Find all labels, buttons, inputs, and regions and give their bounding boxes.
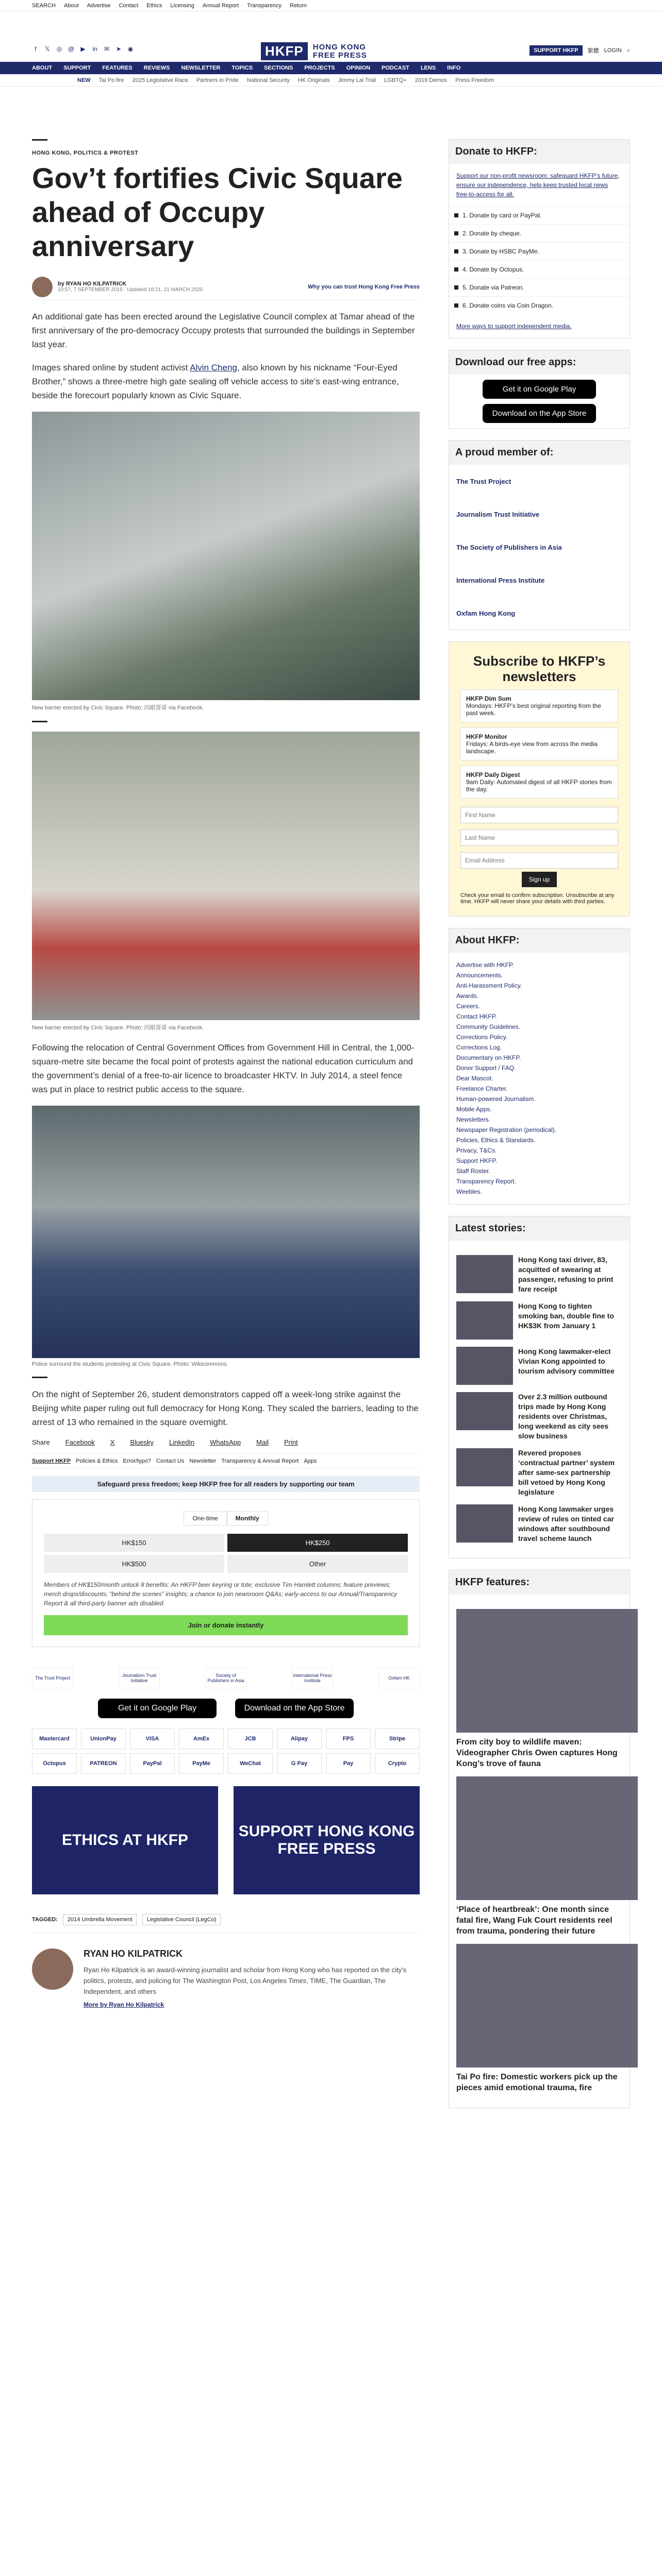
- newsletter-name: HKFP Monitor: [466, 733, 507, 740]
- about-link[interactable]: Contact HKFP.: [456, 1013, 497, 1020]
- search-icon[interactable]: ⌕: [626, 47, 630, 54]
- newsletter-option[interactable]: [460, 727, 618, 760]
- jti-logo[interactable]: Journalism Trust Initiative: [456, 510, 540, 518]
- about-link[interactable]: Newspaper Registration (periodical).: [456, 1126, 557, 1133]
- story-title[interactable]: Hong Kong lawmaker-elect Vivian Kong appointed to tourism advisory committee: [518, 1347, 615, 1375]
- amount-option-other[interactable]: Other: [227, 1555, 408, 1573]
- share-x[interactable]: X: [110, 1438, 115, 1446]
- latest-story[interactable]: [456, 1504, 622, 1544]
- ethics-promo[interactable]: ETHICS AT HKFP: [32, 1786, 218, 1894]
- paragraph: On the night of September 26, student demonstrators capped off a week-long strike against the Beijing white paper ruling out full democracy for Hong Kong. They scaled the barriers, leading to the arrest of 13 who remained in the square overnight.: [32, 1389, 419, 1427]
- latest-story[interactable]: [456, 1301, 622, 1340]
- donate-option[interactable]: [449, 206, 630, 224]
- language-link[interactable]: 繁體: [587, 48, 599, 54]
- subnav-item[interactable]: National Security: [246, 77, 290, 83]
- paragraph: An additional gate has been erected around the Legislative Council complex at Tamar ahead of the first anniversary of the pro-democracy Occupy protests that surrounded the buildings in September last year.: [32, 312, 415, 349]
- story-title[interactable]: Over 2.3 million outbound trips made by Hong Kong residents over Christmas, long weekend as city sees slow business: [518, 1393, 609, 1440]
- share-whatsapp[interactable]: WhatsApp: [210, 1438, 241, 1446]
- support-hkfp-button[interactable]: SUPPORT HKFP: [529, 45, 582, 56]
- logo-line-2: FREE PRESS: [312, 50, 367, 60]
- top-link-return[interactable]: Return: [290, 2, 307, 9]
- newsletter-desc: Fridays: A birds-eye view from across the media landscape.: [466, 740, 598, 755]
- section-rule: [32, 1377, 47, 1378]
- more-by-author-link[interactable]: More by Ryan Ho Kilpatrick: [84, 2001, 164, 2008]
- donate-widget: [449, 139, 630, 338]
- feature-image[interactable]: [456, 1944, 638, 2067]
- about-link[interactable]: Weebles.: [456, 1188, 482, 1195]
- tag[interactable]: 2014 Umbrella Movement: [63, 1914, 137, 1925]
- tagged-label: TAGGED:: [32, 1917, 58, 1923]
- donate-option-label: 6. Donate coins via Coin Dragon.: [462, 302, 554, 309]
- about-link[interactable]: Human-powered Journalism.: [456, 1095, 536, 1103]
- story-thumbnail[interactable]: [456, 1255, 513, 1293]
- stripe-icon: Stripe: [375, 1728, 420, 1749]
- youtube-icon[interactable]: ▶: [80, 45, 86, 53]
- x-icon[interactable]: 𝕏: [45, 45, 50, 53]
- top-link-ethics[interactable]: Ethics: [146, 2, 162, 9]
- donate-option-label: 3. Donate by HSBC PayMe.: [462, 248, 539, 255]
- apps-heading: Download our free apps:: [449, 350, 630, 375]
- barrier-photo-2: [32, 732, 420, 1020]
- about-list: [449, 953, 630, 1204]
- trust-project-logo[interactable]: The Trust Project: [456, 477, 511, 485]
- top-link-transparency[interactable]: Transparency: [247, 2, 282, 9]
- title-rule: [32, 139, 47, 141]
- subnav-item[interactable]: Tai Po fire: [98, 77, 124, 83]
- share-bluesky[interactable]: Bluesky: [130, 1438, 154, 1446]
- article-title: Gov’t fortifies Civic Square ahead of Occupy anniversary: [32, 162, 403, 262]
- about-link[interactable]: Freelance Charter.: [456, 1085, 508, 1092]
- nav-item-support[interactable]: SUPPORT: [63, 65, 91, 71]
- top-link-annual-report[interactable]: Annual Report: [202, 2, 239, 9]
- transparency-link[interactable]: Transparency & Annual Report: [221, 1458, 299, 1464]
- newsletter-desc: 9am Daily: Automated digest of all HKFP stories from the day.: [466, 778, 612, 793]
- donate-option[interactable]: [449, 278, 630, 296]
- author-name[interactable]: by RYAN HO KILPATRICK: [58, 281, 127, 287]
- facebook-icon[interactable]: f: [35, 45, 37, 53]
- ipi-logo[interactable]: International Press Institute: [456, 576, 545, 584]
- payme-icon: PayMe: [179, 1753, 224, 1774]
- unionpay-icon: UnionPay: [81, 1728, 126, 1749]
- sub-nav: [0, 74, 662, 87]
- newsletter-link[interactable]: Newsletter: [189, 1458, 217, 1464]
- newsletter-heading: Subscribe to HKFP’s newsletters: [473, 653, 606, 684]
- donate-option-label: 4. Donate by Octopus.: [462, 266, 524, 273]
- trust-link[interactable]: Why you can trust Hong Kong Free Press: [308, 283, 420, 290]
- applepay-icon: Pay: [326, 1753, 371, 1774]
- about-link[interactable]: Newsletters.: [456, 1116, 491, 1123]
- author-box: [32, 1948, 420, 2008]
- story-title[interactable]: Revered proposes ‘contractual partner’ system after same-sex partnership bill vetoed by Hong Kong legislature: [518, 1449, 615, 1496]
- photo-caption: New barrier erected by Civic Square. Photo: 四眼哥哥 via Facebook.: [32, 705, 204, 711]
- member-widget: [449, 440, 630, 630]
- author-avatar[interactable]: [32, 1948, 73, 1990]
- about-link[interactable]: Anti-Harassment Policy.: [456, 982, 522, 989]
- sign-up-button[interactable]: Sign up: [522, 872, 557, 887]
- support-promo[interactable]: SUPPORT HONG KONG FREE PRESS: [234, 1786, 420, 1894]
- nav-item-newsletter[interactable]: NEWSLETTER: [181, 65, 221, 71]
- subnav-item[interactable]: Press Freedom: [455, 77, 494, 83]
- feature-image[interactable]: [456, 1776, 638, 1900]
- top-link-licensing[interactable]: Licensing: [170, 2, 194, 9]
- amount-option[interactable]: HK$150: [44, 1534, 224, 1552]
- author-bio: Ryan Ho Kilpatrick is an award-winning journalist and scholar from Hong Kong who has reported on the city’s politics, protests, and policing for The Washington Post, Los Angeles Times, TIME, The Guardian, The Independent, and others: [84, 1966, 407, 1995]
- features-list: [449, 1595, 630, 2108]
- latest-story[interactable]: [456, 1392, 622, 1441]
- byline: [32, 274, 420, 300]
- nav-item-info[interactable]: INFO: [447, 65, 461, 71]
- article-category[interactable]: HONG KONG, POLITICS & PROTEST: [32, 150, 139, 156]
- about-link[interactable]: Awards.: [456, 992, 479, 999]
- newsletter-widget: [449, 641, 630, 917]
- top-link-about[interactable]: About: [63, 2, 79, 9]
- about-link[interactable]: Corrections Policy.: [456, 1033, 508, 1041]
- feature-title[interactable]: From city boy to wildlife maven: Videographer Chris Owen captures Hong Kong’s trove of fauna: [456, 1738, 618, 1768]
- first-name-field[interactable]: [460, 807, 618, 823]
- about-link[interactable]: Mobile Apps.: [456, 1106, 492, 1113]
- about-widget: [449, 928, 630, 1205]
- sopa-logo[interactable]: The Society of Publishers in Asia: [456, 543, 562, 551]
- newsletter-name: HKFP Dim Sum: [466, 695, 511, 702]
- safeguard-banner[interactable]: Safeguard press freedom; keep HKFP free for all readers by supporting our team: [32, 1476, 420, 1492]
- subnav-item[interactable]: Partners in Pride: [196, 77, 239, 83]
- nav-item-podcast[interactable]: PODCAST: [382, 65, 409, 71]
- story-title[interactable]: Hong Kong to tighten smoking ban, double fine to HK$3K from January 1: [518, 1302, 614, 1330]
- site-logo[interactable]: [261, 42, 367, 60]
- latest-heading: Latest stories:: [449, 1216, 630, 1241]
- nav-item-topics[interactable]: TOPICS: [231, 65, 253, 71]
- article-dates: 10:57, 7 SEPTEMBER 2015 · Updated 18:21, 21 MARCH 2020: [58, 287, 203, 293]
- bullet-icon: [454, 303, 458, 308]
- nav-item-sections[interactable]: SECTIONS: [264, 65, 293, 71]
- subnav-item[interactable]: HK Originals: [297, 77, 330, 83]
- donate-option-label: 5. Donate via Patreon.: [462, 284, 524, 291]
- story-thumbnail[interactable]: [456, 1448, 513, 1486]
- nav-item-projects[interactable]: PROJECTS: [304, 65, 335, 71]
- about-link[interactable]: Privacy, T&Cs.: [456, 1147, 497, 1154]
- tab-one-time[interactable]: One-time: [184, 1511, 226, 1526]
- oxfam-logo[interactable]: Oxfam Hong Kong: [456, 609, 516, 617]
- newsletter-option[interactable]: [460, 766, 618, 799]
- tags: [32, 1907, 420, 1933]
- about-link[interactable]: Policies, Ethics & Standards.: [456, 1137, 536, 1144]
- photo-caption: New barrier erected by Civic Square. Photo: 四眼哥哥 via Facebook.: [32, 1025, 204, 1031]
- feature-story[interactable]: [456, 1609, 622, 1769]
- paragraph: Following the relocation of Central Government Offices from Government Hill in Central, the 1,000-square-metre site became the focal point of protests against the national education curriculum and the government’s denial of a free-to-air licence to broadcaster HKTV. In July 2014, a steel fence was put in place to restrict public access to the square.: [32, 1043, 415, 1094]
- google-play-button[interactable]: Get it on Google Play: [98, 1699, 217, 1718]
- member-logos: [32, 1668, 420, 1688]
- member-heading: A proud member of:: [449, 440, 630, 465]
- share-mail[interactable]: Mail: [256, 1438, 269, 1446]
- section-rule: [32, 721, 47, 722]
- apps-widget: [449, 350, 630, 429]
- bullet-icon: [454, 231, 458, 235]
- patreon-icon: PATREON: [81, 1753, 126, 1774]
- alvin-cheng-link[interactable]: Alvin Cheng: [190, 363, 237, 372]
- author-name[interactable]: RYAN HO KILPATRICK: [84, 1948, 183, 1959]
- story-title[interactable]: Hong Kong taxi driver, 83, acquitted of swearing at passenger, refusing to print fare receipt: [518, 1256, 614, 1293]
- visa-icon: VISA: [130, 1728, 175, 1749]
- logo-box: HKFP: [261, 42, 308, 60]
- share-linkedin[interactable]: LinkedIn: [169, 1438, 195, 1446]
- subnav-item[interactable]: Jimmy Lai Trial: [338, 77, 376, 83]
- story-thumbnail[interactable]: [456, 1301, 513, 1340]
- app-store-button[interactable]: Download on the App Store: [235, 1699, 354, 1718]
- login-link[interactable]: LOGIN: [604, 47, 622, 54]
- social-icons: [32, 45, 134, 53]
- member-benefits: Members of HK$150/month unlock 8 benefits: An HKFP beer keyring or tote; exclusive Tim Hamlett columns; feature previews; merch drops/discounts; “behind the scenes” insights; a chance to join newsroom Q&As; early-access to our Annual/Transparency Report & all third-party banner ads disabled.: [44, 1581, 398, 1607]
- telegram-icon[interactable]: ➤: [115, 45, 122, 53]
- bullet-icon: [454, 267, 458, 272]
- google-play-button[interactable]: Get it on Google Play: [483, 380, 596, 399]
- about-link[interactable]: Corrections Log.: [456, 1044, 502, 1051]
- latest-story[interactable]: [456, 1448, 622, 1497]
- features-heading: HKFP features:: [449, 1570, 630, 1595]
- police-photo: [32, 1106, 420, 1358]
- nav-item-reviews[interactable]: REVIEWS: [143, 65, 170, 71]
- subnav-new-label: NEW: [77, 77, 91, 83]
- barrier-photo-1: [32, 412, 420, 700]
- rss-icon[interactable]: ◉: [127, 45, 134, 53]
- latest-list: [449, 1241, 630, 1558]
- about-heading: About HKFP:: [449, 928, 630, 953]
- bullet-icon: [454, 213, 458, 217]
- last-name-field[interactable]: [460, 829, 618, 846]
- paragraph: [32, 361, 420, 402]
- share-bar: [32, 1438, 420, 1446]
- author-avatar[interactable]: [32, 277, 53, 297]
- app-store-buttons: [32, 1699, 420, 1718]
- story-thumbnail[interactable]: [456, 1392, 513, 1430]
- jti-logo[interactable]: Journalism Trust Initiative: [119, 1668, 160, 1688]
- donation-widget: [32, 1499, 420, 1647]
- mastercard-icon: Mastercard: [32, 1728, 77, 1749]
- payment-methods: [32, 1728, 420, 1774]
- top-bar: [0, 0, 662, 11]
- subnav-item[interactable]: 2019 Demos: [415, 77, 448, 83]
- logo-line-1: HONG KONG: [312, 42, 366, 52]
- about-link[interactable]: Announcements.: [456, 972, 503, 979]
- paragraph-text: Images shared online by student activist: [32, 363, 190, 372]
- about-link[interactable]: Advertise with HKFP.: [456, 961, 514, 969]
- latest-story[interactable]: [456, 1347, 622, 1385]
- donate-option-label: 2. Donate by cheque.: [462, 230, 522, 237]
- about-link[interactable]: Community Guidelines.: [456, 1023, 521, 1030]
- newsletter-desc: Mondays: HKFP’s best original reporting from the past week.: [466, 702, 601, 717]
- tag[interactable]: Legislative Council (LegCo): [142, 1914, 221, 1925]
- octopus-icon: Octopus: [32, 1753, 77, 1774]
- nav-item-lens[interactable]: LENS: [420, 65, 436, 71]
- sidebar: [449, 139, 630, 2120]
- app-store-button[interactable]: Download on the App Store: [483, 404, 596, 423]
- trust-project-logo[interactable]: The Trust Project: [32, 1668, 73, 1688]
- feature-image[interactable]: [456, 1609, 638, 1733]
- about-link[interactable]: Documentary on HKFP.: [456, 1054, 521, 1061]
- more-ways-link[interactable]: More ways to support independent media.: [456, 323, 572, 330]
- latest-widget: [449, 1216, 630, 1558]
- alipay-icon: Alipay: [277, 1728, 322, 1749]
- donate-option-label: 1. Donate by card or PayPal.: [462, 212, 542, 219]
- main-nav: [0, 62, 662, 74]
- email-icon[interactable]: ✉: [104, 45, 110, 53]
- photo-caption: Police surround the students protesting at Civic Square. Photo: Wikicommons.: [32, 1361, 228, 1367]
- amex-icon: AmEx: [179, 1728, 224, 1749]
- latest-story[interactable]: [456, 1255, 622, 1294]
- donate-text[interactable]: Support our non-profit newsroom: safeguard HKFP’s future, ensure our independence, help keep trusted local news free-to-access for all.: [456, 172, 620, 198]
- apps-link[interactable]: Apps: [304, 1458, 317, 1464]
- feature-story[interactable]: [456, 1944, 622, 2093]
- about-link[interactable]: Staff Roster.: [456, 1167, 490, 1175]
- gpay-icon: G Pay: [277, 1753, 322, 1774]
- masthead: [0, 11, 662, 62]
- subnav-item[interactable]: LGBTQ+: [384, 77, 407, 83]
- amount-option-selected[interactable]: HK$250: [227, 1534, 408, 1552]
- about-link[interactable]: Careers.: [456, 1003, 481, 1010]
- donate-option[interactable]: [449, 224, 630, 242]
- promo-videos: [32, 1786, 420, 1894]
- linkedin-icon[interactable]: in: [92, 45, 97, 53]
- nav-item-features[interactable]: FEATURES: [102, 65, 133, 71]
- about-link[interactable]: Transparency Report.: [456, 1178, 516, 1185]
- footer-links: [32, 1453, 420, 1469]
- support-link[interactable]: Support HKFP: [32, 1458, 71, 1464]
- instagram-icon[interactable]: ◎: [56, 45, 62, 53]
- share-facebook[interactable]: Facebook: [65, 1438, 95, 1446]
- top-link-advertise[interactable]: Advertise: [87, 2, 111, 9]
- sopa-logo[interactable]: Society of Publishers in Asia: [205, 1668, 246, 1688]
- paypal-icon: PayPal: [130, 1753, 175, 1774]
- donate-option[interactable]: [449, 296, 630, 314]
- crypto-icon: Crypto: [375, 1753, 420, 1774]
- about-link[interactable]: Dear Mascot.: [456, 1075, 493, 1082]
- donate-heading: Donate to HKFP:: [449, 140, 630, 164]
- ipi-logo[interactable]: International Press Institute: [292, 1668, 333, 1688]
- donate-option[interactable]: [449, 242, 630, 260]
- nav-item-about[interactable]: ABOUT: [32, 65, 53, 71]
- fps-icon: FPS: [326, 1728, 371, 1749]
- subnav-item[interactable]: 2025 Legislative Race: [132, 77, 188, 83]
- jcb-icon: JCB: [228, 1728, 273, 1749]
- features-widget: [449, 1570, 630, 2108]
- feature-story[interactable]: [456, 1776, 622, 1937]
- newsletter-note: Check your email to confirm subscription. Unsubscribe at any time. HKFP will never share your details with third parties.: [460, 892, 615, 905]
- share-label: Share: [32, 1438, 50, 1446]
- donate-option[interactable]: [449, 260, 630, 278]
- oxfam-logo[interactable]: Oxfam HK: [378, 1668, 420, 1688]
- policies-link[interactable]: Policies & Ethics: [76, 1458, 118, 1464]
- share-print[interactable]: Print: [284, 1438, 298, 1446]
- amount-option[interactable]: HK$500: [44, 1555, 224, 1573]
- bullet-icon: [454, 285, 458, 290]
- about-link[interactable]: Support HKFP.: [456, 1157, 498, 1164]
- join-donate-button[interactable]: Join or donate instantly: [44, 1615, 408, 1635]
- top-link-contact[interactable]: Contact: [119, 2, 139, 9]
- nav-item-opinion[interactable]: OPINION: [346, 65, 371, 71]
- article: [32, 139, 420, 2008]
- error-link[interactable]: Error/typo?: [123, 1458, 151, 1464]
- bullet-icon: [454, 249, 458, 253]
- email-field[interactable]: [460, 852, 618, 869]
- feature-title[interactable]: ‘Place of heartbreak’: One month since fatal fire, Wang Fuk Court residents reel from trauma, pondering their future: [456, 1905, 613, 1936]
- about-link[interactable]: Donor Support / FAQ.: [456, 1064, 516, 1072]
- story-title[interactable]: Hong Kong lawmaker urges review of rules on tinted car windows after southbound travel scheme launch: [518, 1505, 614, 1543]
- newsletter-name: HKFP Daily Digest: [466, 771, 520, 778]
- logo-text: [313, 43, 367, 60]
- feature-title[interactable]: Tai Po fire: Domestic workers pick up the pieces amid emotional trauma, fire: [456, 2073, 618, 2092]
- wechat-icon: WeChat: [228, 1753, 273, 1774]
- contact-link[interactable]: Contact Us: [156, 1458, 185, 1464]
- paragraph-text: , also known by his nickname “Four-Eyed Brother,” shows a three-metre high gate sealing off vehicle access to site’s east-wing entrance, beside the forecourt popularly known as Civic Square.: [32, 363, 399, 400]
- newsletter-option[interactable]: [460, 689, 618, 722]
- story-thumbnail[interactable]: [456, 1504, 513, 1543]
- threads-icon[interactable]: @: [68, 45, 75, 53]
- tab-monthly[interactable]: Monthly: [227, 1511, 268, 1526]
- story-thumbnail[interactable]: [456, 1347, 513, 1385]
- search-link[interactable]: SEARCH: [32, 2, 56, 9]
